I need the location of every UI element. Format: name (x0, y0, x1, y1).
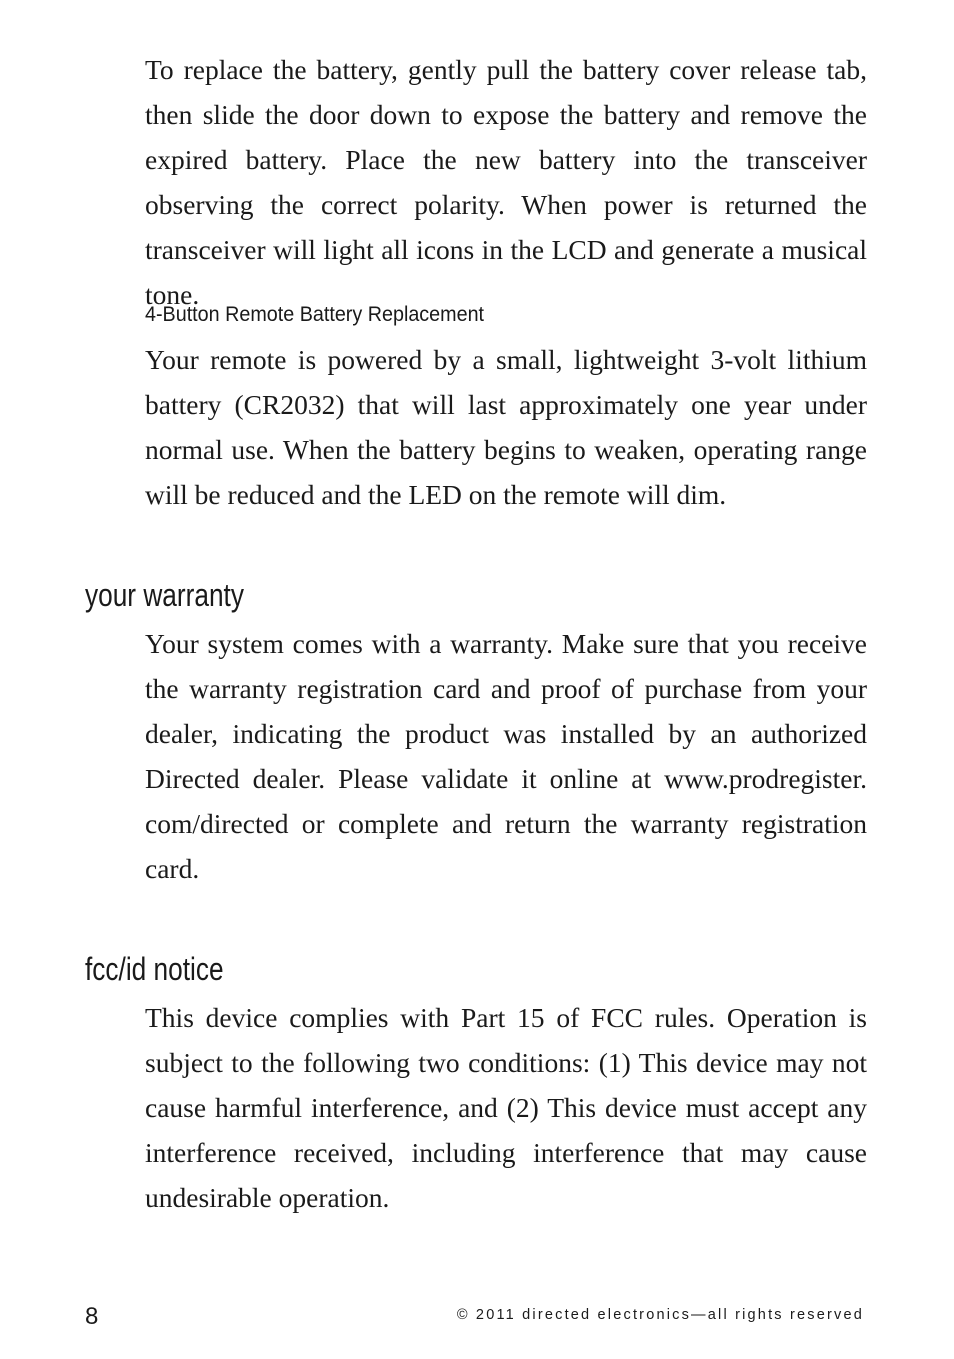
copyright-notice: © 2011 directed electronics—all rights reserved (456, 1307, 864, 1323)
remote-battery-subheading: 4-Button Remote Battery Replacement (145, 303, 485, 326)
warranty-heading: your warranty (85, 577, 244, 613)
remote-battery-paragraph: Your remote is powered by a small, lightweight 3-volt lithium battery (CR2032) that will last approximately one year under normal use. When the battery begins to weaken, operating range will be reduced and the LED on the remote will dim. (145, 344, 867, 510)
fcc-notice-heading: fcc/id notice (85, 951, 224, 987)
transceiver-battery-paragraph: To replace the battery, gently pull the battery cover release tab, then slide the door down to expose the battery and remove the expired battery. Place the new battery into the transceiver observing the correct polarity. When power is returned the transceiver will light all icons in the LCD and generate a musical tone. (145, 54, 867, 310)
page-number: 8 (85, 1303, 99, 1330)
warranty-paragraph: Your system comes with a warranty. Make sure that you receive the warranty registration card and proof of purchase from your dealer, indicating the product was installed by an authorized Directed dealer. Please validate it online at www.prodregister. com/directed or complete and return the warranty registration card. (145, 628, 867, 884)
fcc-notice-paragraph: This device complies with Part 15 of FCC rules. Operation is subject to the following two conditions: (1) This device may not cause harmful interference, and (2) This device must accept any interference received, including interference that may cause undesirable operation. (145, 1002, 867, 1213)
